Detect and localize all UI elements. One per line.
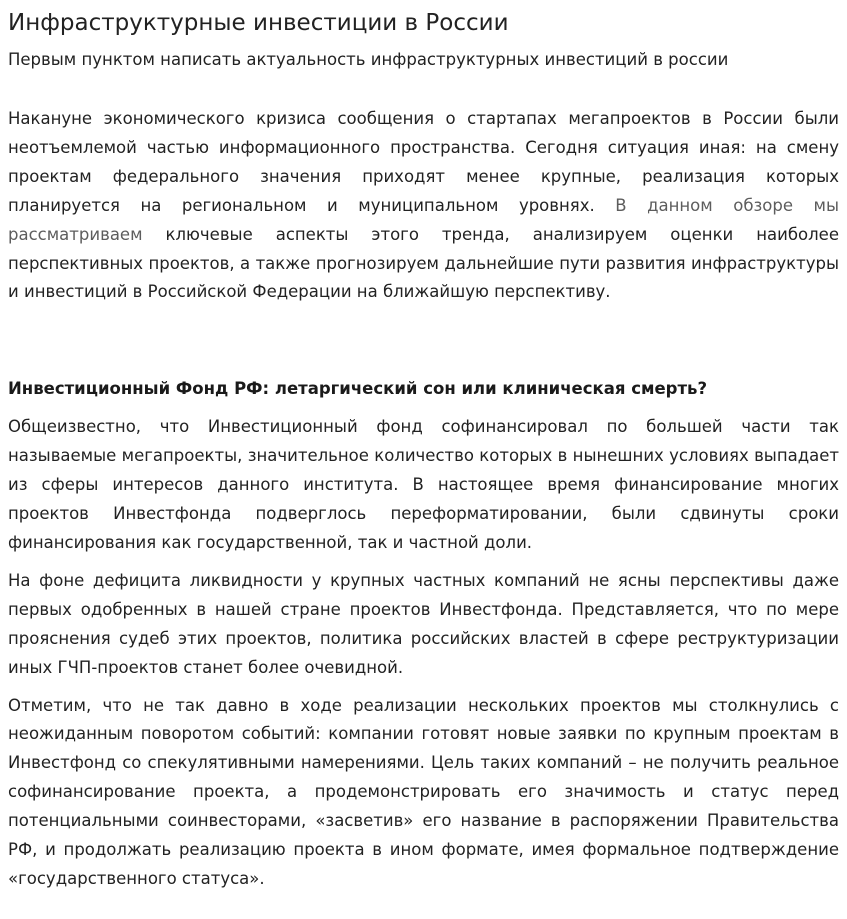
document-subtitle: Первым пунктом написать актуальность инфраструктурных инвестиций в россии	[8, 50, 729, 69]
document-title: Инфраструктурные инвестиции в России	[8, 10, 509, 36]
intro-paragraph	[8, 105, 839, 307]
intro-text-part1: Накануне экономического кризиса сообщения о стартапах мегапроектов в России были неотъемлемой частью информационного пространства. Сегодня ситуация иная: на смену проектам федерального значения приходят менее крупные, реализация которых планируется на региональном и муниципальном уровнях.	[8, 109, 839, 215]
document-page	[0, 9, 847, 919]
section-paragraph-2: На фоне дефицита ликвидности у крупных частных компаний не ясны перспективы даже первых одобренных в нашей стране проектов Инвестфонда. Представляется, что по мере прояснения судеб этих проектов, политика российских властей в сфере реструктуризации иных ГЧП-проектов станет более очевидной.	[8, 570, 839, 677]
section-heading: Инвестиционный Фонд РФ: летаргический сон или клиническая смерть?	[8, 379, 708, 399]
section-paragraph-3: Отметим, что не так давно в ходе реализации нескольких проектов мы столкнулись с неожиданным поворотом событий: компании готовят новые заявки по крупным проектам в Инвестфонд со спекулятивными намерениями. Цель таких компаний – не получить реальное софинансирование проекта, а продемонстрировать его значимость и статус перед потенциальными соинвесторами, «засветив» его название в распоряжении Правительства РФ, и продолжать реализацию проекта в ином формате, имея формальное подтверждение «государственного статуса».	[8, 695, 839, 888]
intro-text-part2: ключевые аспекты этого тренда, анализируем оценки наиболее перспективных проектов, а также прогнозируем дальнейшие пути развития инфраструктуры и инвестиций в Российской Федерации на ближайшую перспективу.	[8, 224, 839, 302]
intro-highlight-text: В данном обзоре мы рассматриваем	[8, 195, 839, 244]
section-paragraph-1: Общеизвестно, что Инвестиционный фонд софинансировал по большей части так называемые мегапроекты, значительное количество которых в нынешних условиях выпадает из сферы интересов данного института. В настоящее время финансирование многих проектов Инвестфонда подверглось переформатировании, были сдвинуты сроки финансирования как государственной, так и частной доли.	[8, 417, 839, 552]
